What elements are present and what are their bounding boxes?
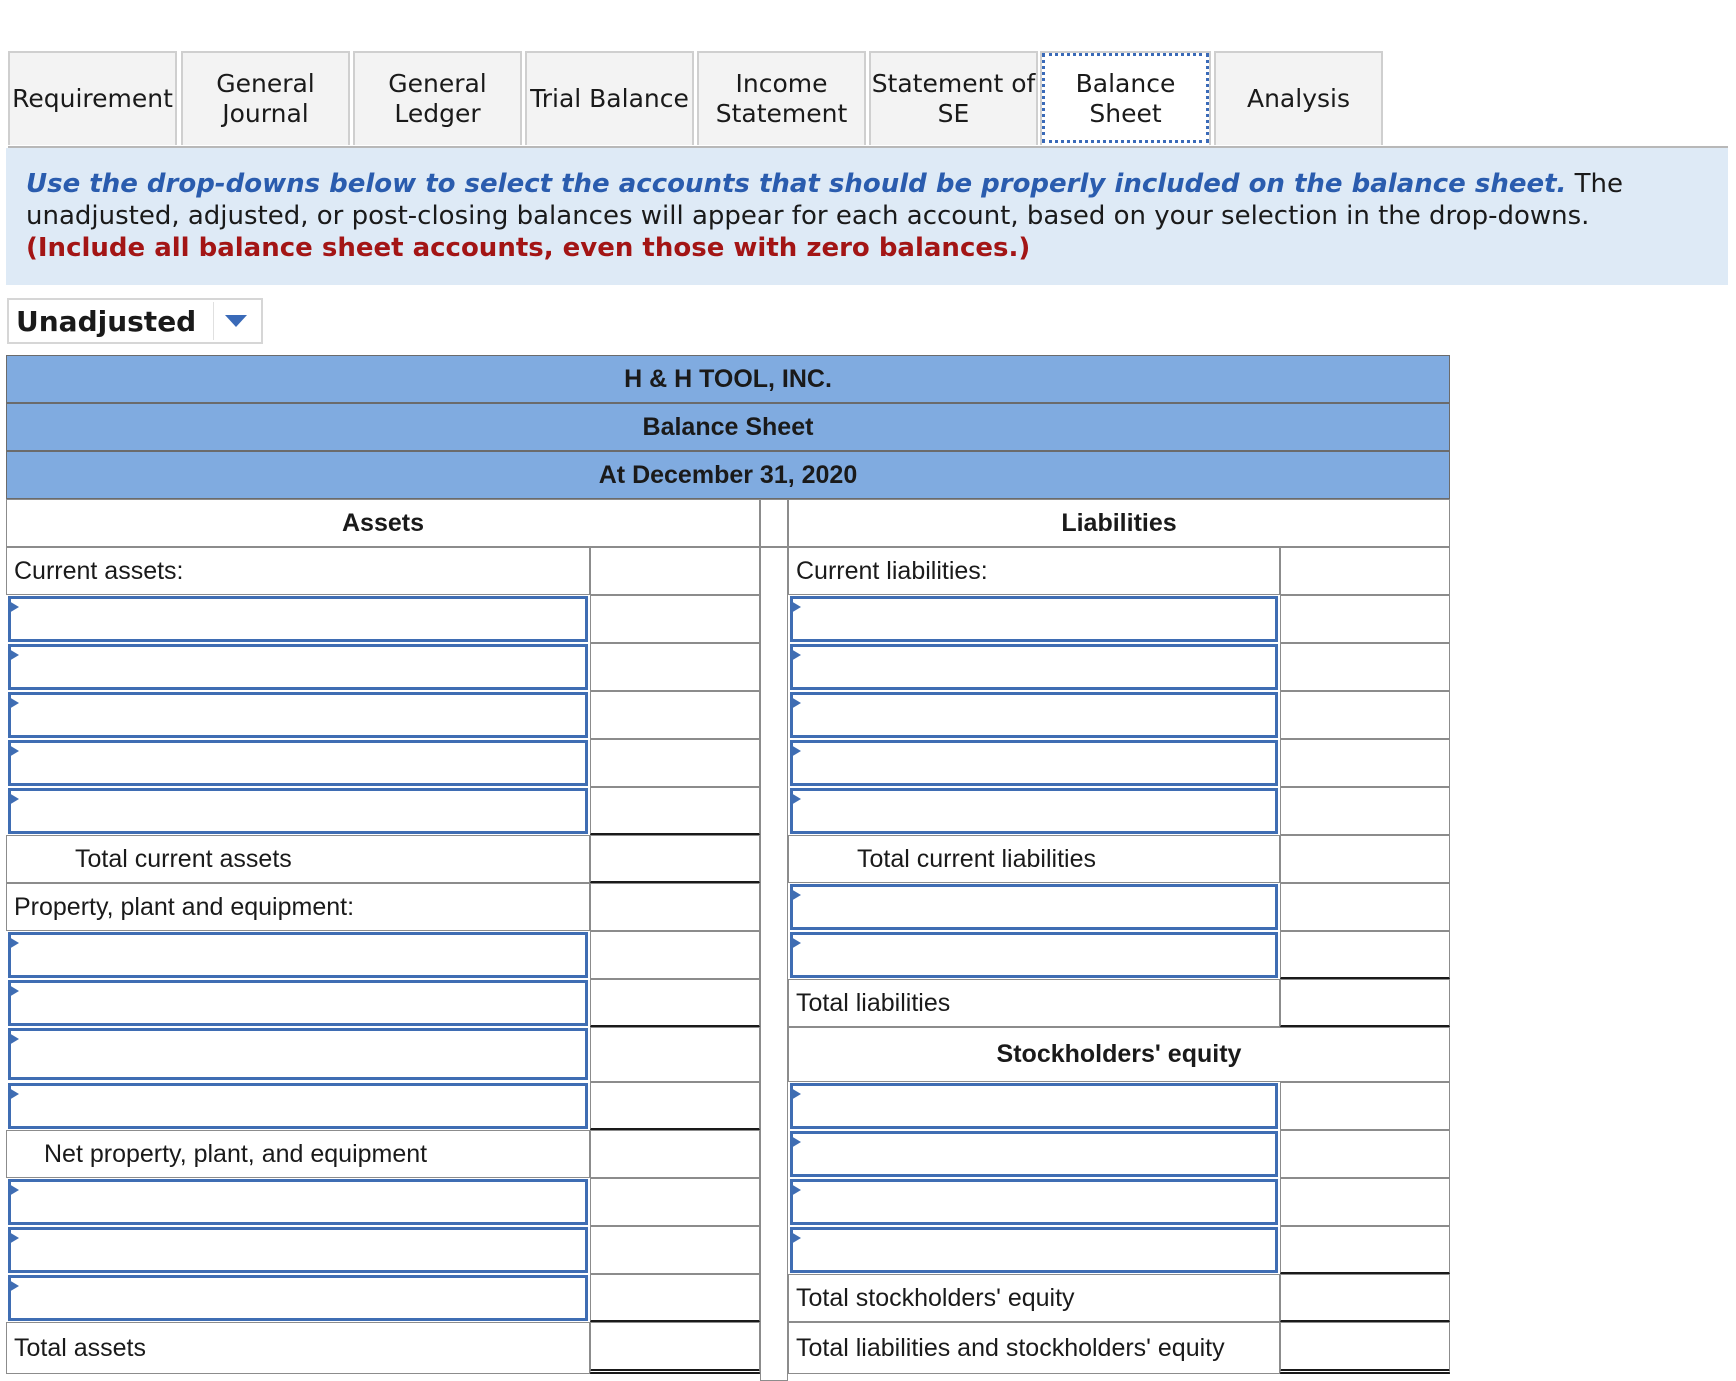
liability-account-select[interactable] bbox=[790, 884, 1278, 930]
tab-trial-balance[interactable]: Trial Balance bbox=[525, 51, 694, 145]
tab-general-journal[interactable]: General Journal bbox=[181, 51, 350, 145]
instructions-text: The unadjusted, adjusted, or post-closing balances will appear for each account, based on your selection in the drop-downs. bbox=[26, 169, 1624, 231]
ppe-account-select[interactable] bbox=[8, 932, 588, 978]
tab-income-statement[interactable]: Income Statement bbox=[697, 51, 866, 145]
amount-input[interactable] bbox=[1280, 691, 1450, 739]
ppe-label: Property, plant and equipment: bbox=[6, 883, 590, 931]
balance-type-selected: Unadjusted bbox=[16, 304, 197, 338]
equity-account-select[interactable] bbox=[790, 1179, 1278, 1225]
total-current-assets-amount[interactable] bbox=[590, 835, 760, 883]
tab-balance-sheet[interactable]: Balance Sheet bbox=[1040, 51, 1211, 145]
statement-date: At December 31, 2020 bbox=[6, 451, 1450, 499]
liability-account-select[interactable] bbox=[790, 932, 1278, 978]
instructions-emphasis: Use the drop-downs below to select the accounts that should be properly included on the balance sheet. bbox=[26, 169, 1567, 199]
net-ppe-amount[interactable] bbox=[590, 1130, 760, 1178]
amount-input[interactable] bbox=[590, 691, 760, 739]
amount-input[interactable] bbox=[1280, 595, 1450, 643]
amount-input[interactable] bbox=[590, 1274, 760, 1322]
amount-input[interactable] bbox=[590, 1027, 760, 1082]
tab-bar bbox=[8, 51, 1728, 149]
liability-account-select[interactable] bbox=[790, 740, 1278, 786]
asset-account-select[interactable] bbox=[8, 644, 588, 690]
amount-input[interactable] bbox=[1280, 1082, 1450, 1130]
total-current-liabilities-label: Total current liabilities bbox=[788, 835, 1280, 883]
other-asset-select[interactable] bbox=[8, 1275, 588, 1321]
other-asset-select[interactable] bbox=[8, 1179, 588, 1225]
amount-input[interactable] bbox=[590, 1226, 760, 1274]
tab-statement-of-se[interactable]: Statement of SE bbox=[869, 51, 1038, 145]
chevron-down-icon[interactable] bbox=[225, 315, 247, 327]
asset-account-select[interactable] bbox=[8, 596, 588, 642]
amount-input[interactable] bbox=[590, 1082, 760, 1130]
total-current-liabilities-amount[interactable] bbox=[1280, 835, 1450, 883]
amount-input[interactable] bbox=[1280, 883, 1450, 931]
balance-sheet-table bbox=[6, 355, 1450, 1381]
tab-general-ledger[interactable]: General Ledger bbox=[353, 51, 522, 145]
asset-account-select[interactable] bbox=[8, 692, 588, 738]
amount-input[interactable] bbox=[1280, 1178, 1450, 1226]
total-se-amount[interactable] bbox=[1280, 1274, 1450, 1322]
company-name: H & H TOOL, INC. bbox=[6, 355, 1450, 403]
net-ppe-label: Net property, plant, and equipment bbox=[6, 1130, 590, 1178]
amount-cell bbox=[1280, 547, 1450, 595]
balance-type-dropdown[interactable] bbox=[7, 298, 263, 344]
amount-input[interactable] bbox=[1280, 1226, 1450, 1274]
amount-input[interactable] bbox=[590, 979, 760, 1027]
total-assets-amount[interactable] bbox=[590, 1322, 760, 1374]
amount-input[interactable] bbox=[590, 931, 760, 979]
asset-account-select[interactable] bbox=[8, 740, 588, 786]
liability-account-select[interactable] bbox=[790, 596, 1278, 642]
statement-title: Balance Sheet bbox=[6, 403, 1450, 451]
total-liabilities-amount[interactable] bbox=[1280, 979, 1450, 1027]
total-se-label: Total stockholders' equity bbox=[788, 1274, 1280, 1322]
stockholders-equity-header: Stockholders' equity bbox=[788, 1027, 1450, 1082]
total-liabilities-label: Total liabilities bbox=[788, 979, 1280, 1027]
liability-account-select[interactable] bbox=[790, 644, 1278, 690]
amount-input[interactable] bbox=[590, 595, 760, 643]
tab-analysis[interactable]: Analysis bbox=[1214, 51, 1383, 145]
amount-input[interactable] bbox=[1280, 643, 1450, 691]
total-assets-label: Total assets bbox=[6, 1322, 590, 1374]
ppe-account-select[interactable] bbox=[8, 1028, 588, 1080]
amount-input[interactable] bbox=[590, 643, 760, 691]
amount-input[interactable] bbox=[590, 739, 760, 787]
total-liabilities-se-label: Total liabilities and stockholders' equity bbox=[788, 1322, 1280, 1374]
current-assets-label: Current assets: bbox=[6, 547, 590, 595]
instructions-note: (Include all balance sheet accounts, even those with zero balances.) bbox=[26, 233, 1031, 263]
tab-requirement[interactable]: Requirement bbox=[8, 51, 177, 145]
equity-account-select[interactable] bbox=[790, 1131, 1278, 1177]
liabilities-header: Liabilities bbox=[788, 499, 1450, 547]
instructions-panel bbox=[6, 148, 1728, 285]
column-gap bbox=[760, 547, 788, 1381]
assets-header: Assets bbox=[6, 499, 760, 547]
ppe-account-select[interactable] bbox=[8, 1083, 588, 1129]
asset-account-select[interactable] bbox=[8, 788, 588, 834]
other-asset-select[interactable] bbox=[8, 1227, 588, 1273]
ppe-account-select[interactable] bbox=[8, 980, 588, 1026]
amount-cell bbox=[590, 883, 760, 931]
amount-input[interactable] bbox=[1280, 931, 1450, 979]
equity-account-select[interactable] bbox=[790, 1227, 1278, 1273]
amount-cell bbox=[590, 547, 760, 595]
amount-input[interactable] bbox=[590, 1178, 760, 1226]
amount-input[interactable] bbox=[1280, 1130, 1450, 1178]
total-liabilities-se-amount[interactable] bbox=[1280, 1322, 1450, 1374]
column-gap bbox=[760, 499, 788, 547]
amount-input[interactable] bbox=[1280, 739, 1450, 787]
current-liabilities-label: Current liabilities: bbox=[788, 547, 1280, 595]
liability-account-select[interactable] bbox=[790, 788, 1278, 834]
dropdown-separator bbox=[213, 302, 214, 340]
amount-input[interactable] bbox=[590, 787, 760, 835]
amount-input[interactable] bbox=[1280, 787, 1450, 835]
total-current-assets-label: Total current assets bbox=[6, 835, 590, 883]
equity-account-select[interactable] bbox=[790, 1083, 1278, 1129]
liability-account-select[interactable] bbox=[790, 692, 1278, 738]
